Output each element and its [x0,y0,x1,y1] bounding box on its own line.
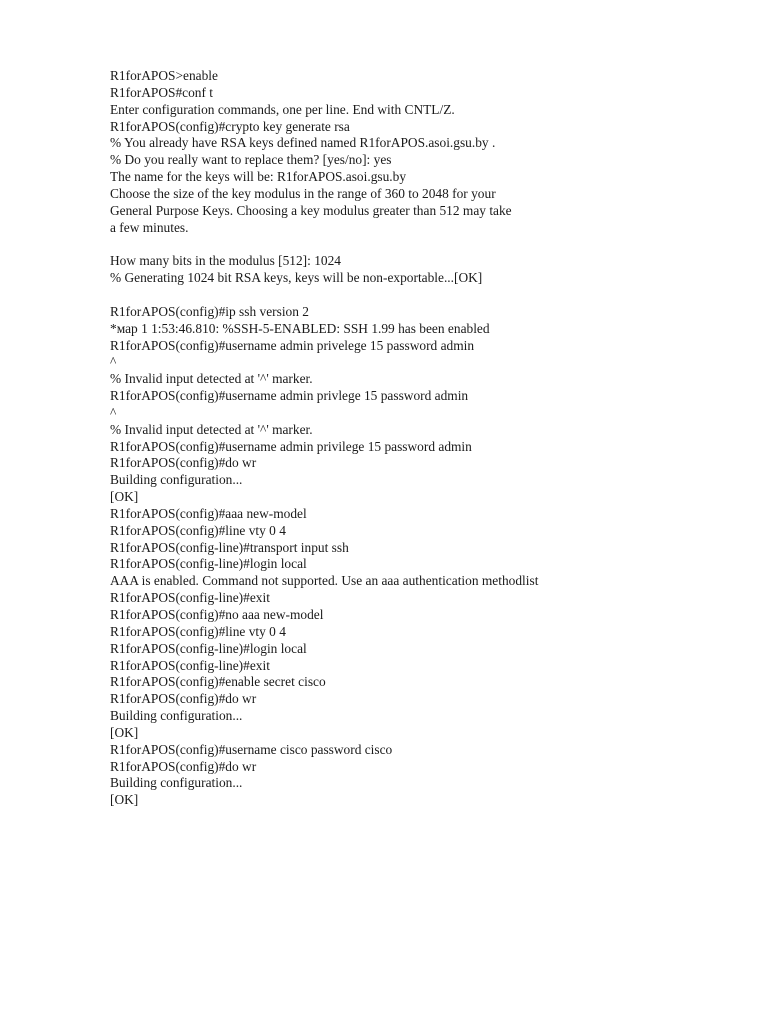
transcript-line: General Purpose Keys. Choosing a key modulus greater than 512 may take [110,202,512,218]
blank-line [110,287,730,304]
transcript-line: R1forAPOS(config)#username cisco password cisco [110,741,393,757]
transcript-line: R1forAPOS(config-line)#exit [110,657,270,673]
transcript-line: a few minutes. [110,219,189,235]
transcript-line: R1forAPOS(config)#username admin privlege 15 password admin [110,388,469,404]
transcript-line: R1forAPOS(config)#ip ssh version 2 [110,303,309,319]
transcript-line: [OK] [110,724,139,740]
terminal-transcript [110,68,730,809]
transcript-line: R1forAPOS(config-line)#login local [110,640,307,656]
transcript-line: R1forAPOS(config-line)#transport input ssh [110,539,349,555]
transcript-line: The name for the keys will be: R1forAPOS.asoi.gsu.by [110,169,407,185]
blank-line [110,236,730,253]
transcript-line: % Invalid input detected at '^' marker. [110,421,313,437]
transcript-line: Enter configuration commands, one per line. End with CNTL/Z. [110,101,455,117]
transcript-line: *мар 1 1:53:46.810: %SSH-5-ENABLED: SSH 1.99 has been enabled [110,320,490,336]
transcript-line: R1forAPOS(config)#do wr [110,691,257,707]
transcript-line: Building configuration... [110,775,243,791]
transcript-line: R1forAPOS(config-line)#exit [110,590,270,606]
transcript-line: R1forAPOS(config)#line vty 0 4 [110,623,286,639]
transcript-line: Building configuration... [110,708,243,724]
transcript-line: R1forAPOS(config)#line vty 0 4 [110,522,286,538]
transcript-line: % Invalid input detected at '^' marker. [110,371,313,387]
transcript-line: % You already have RSA keys defined named R1forAPOS.asoi.gsu.by . [110,135,496,151]
transcript-line: AAA is enabled. Command not supported. Use an aaa authentication methodlist [110,573,539,589]
transcript-line: [OK] [110,489,139,505]
transcript-line: R1forAPOS(config)#do wr [110,455,257,471]
transcript-line: R1forAPOS(config)#no aaa new-model [110,607,324,622]
transcript-line: R1forAPOS>enable [110,68,218,83]
transcript-line: Choose the size of the key modulus in the range of 360 to 2048 for your [110,185,496,201]
transcript-line: R1forAPOS(config-line)#login local [110,556,307,572]
transcript-line: R1forAPOS(config)#do wr [110,758,257,774]
transcript-line: R1forAPOS(config)#username admin privelege 15 password admin [110,337,475,353]
transcript-line: ^ [110,404,117,420]
transcript-line: Building configuration... [110,472,243,488]
transcript-line: [OK] [110,792,139,808]
transcript-line: R1forAPOS(config)#username admin privilege 15 password admin [110,438,472,454]
transcript-line: % Do you really want to replace them? [yes/no]: yes [110,152,392,168]
transcript-line: R1forAPOS(config)#aaa new-model [110,505,307,521]
transcript-line: How many bits in the modulus [512]: 1024 [110,253,341,269]
transcript-line: R1forAPOS(config)#enable secret cisco [110,674,326,690]
transcript-line: ^ [110,354,117,370]
transcript-line: % Generating 1024 bit RSA keys, keys will be non-exportable...[OK] [110,270,483,286]
transcript-line: R1forAPOS#conf t [110,84,214,100]
transcript-line: R1forAPOS(config)#crypto key generate rsa [110,118,350,134]
